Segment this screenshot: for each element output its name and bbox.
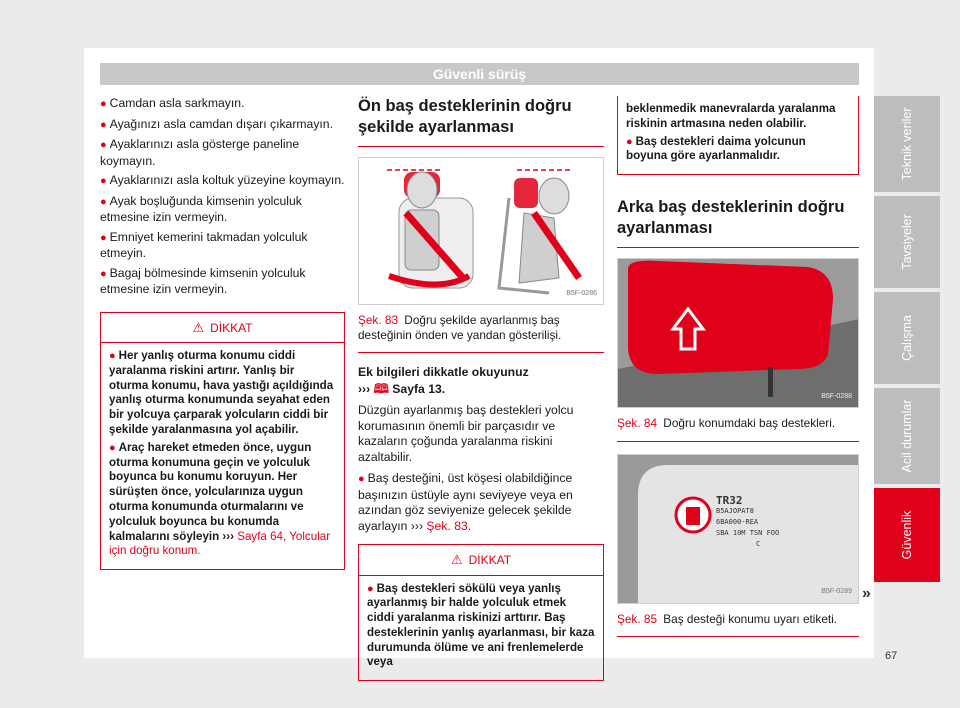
list-item: ● Ayağınızı asla camdan dışarı çıkarmayın. xyxy=(100,116,333,131)
headrest-illustration xyxy=(359,158,604,304)
warning-paragraph: ● Baş destekleri daima yolcunun boyuna göre ayarlanmalıdır. xyxy=(626,134,806,163)
tab-tavsiyeler[interactable]: Tavsiyeler xyxy=(874,196,940,288)
section-heading: Ön baş desteklerinin doğru şekilde ayarlanması xyxy=(358,96,604,147)
list-item: ● Ayaklarınızı asla gösterge paneline koymayın. xyxy=(100,137,300,168)
list-item: ● Camdan asla sarkmayın. xyxy=(100,96,245,110)
warning-paragraph: ● Araç hareket etmeden önce, uygun oturma konumuna geçin ve yolculuk boyunca bu konumu koruyun. Her sürüşten önce, yolcularınıza uygun oturma konumunda oturmalarını ve yolculuk boyunca bu konumda kalmalarını söyleyin ››› Sayfa 64, Yolcular için doğru konum. xyxy=(109,440,331,558)
book-icon: 🕮 xyxy=(373,380,389,396)
label-text: TR32 B5AJOPAT8 6BA000-REA SBA 10M TSN FOO C xyxy=(716,493,780,548)
bullet-icon: ● xyxy=(367,582,374,595)
warning-title: ⚠ DİKKAT xyxy=(101,313,344,344)
column-left xyxy=(100,96,345,570)
tab-teknik-veriler[interactable]: Teknik veriler xyxy=(874,96,940,192)
info-reference: ››› 🕮 Sayfa 13. xyxy=(358,380,446,396)
bullet-icon: ● xyxy=(626,135,633,148)
figure-rear-headrest xyxy=(617,258,859,408)
list-item: ● Ayaklarınızı asla koltuk yüzeyine koymayın. xyxy=(100,173,345,187)
tab-guvenlik[interactable]: Güvenlik xyxy=(874,488,940,582)
bullet-icon: ● xyxy=(100,231,107,244)
bullet-list xyxy=(100,96,345,298)
figure-caption: Şek. 84 Doğru konumdaki baş destekleri. xyxy=(617,408,859,442)
bullet-icon: ● xyxy=(100,118,107,131)
warning-paragraph: beklenmedik manevralarda yaralanma riskinin artmasına neden olabilir. xyxy=(626,102,836,130)
tab-acil-durumlar[interactable]: Acil durumlar xyxy=(874,388,940,484)
warning-triangle-icon: ⚠ xyxy=(192,319,205,335)
paragraph: Düzgün ayarlanmış baş destekleri yolcu korumasının önemli bir parçasıdır ve kazaların çoğunda yaralanma riskini azaltabilir. xyxy=(358,403,574,464)
bullet-icon: ● xyxy=(100,267,107,280)
bullet-icon: ● xyxy=(100,98,107,110)
cross-reference-link[interactable]: Sayfa 64, Yolcular için doğru konum. xyxy=(109,529,331,558)
figure-number: Şek. 85 xyxy=(617,611,658,626)
figure-front-headrests xyxy=(358,157,604,305)
rear-headrest-illustration xyxy=(618,259,859,407)
warning-body xyxy=(101,343,344,569)
figure-code: B5F-0286 xyxy=(566,289,597,297)
warning-paragraph: ● Baş destekleri sökülü veya yanlış ayarlanmış bir halde yolculuk etmek ciddi yaralanma riskinizi arttırır. Baş desteklerinin yanlış ayarlanması, bir kaza durumunda ölüme ve ani frenlemelerde veya xyxy=(367,581,595,669)
bullet-icon: ● xyxy=(100,195,107,208)
warning-body xyxy=(618,96,858,174)
section-heading: Arka baş desteklerinin doğru ayarlanması xyxy=(617,197,859,248)
list-item: ● Emniyet kemerini takmadan yolculuk etmeyin. xyxy=(100,229,308,260)
page-number: 67 xyxy=(885,650,898,662)
warning-box xyxy=(100,312,345,571)
bullet-icon: ● xyxy=(358,473,365,485)
bullet-icon: ● xyxy=(100,175,107,187)
info-title: Ek bilgileri dikkatle okuyunuz xyxy=(358,365,529,379)
warning-box xyxy=(358,544,604,681)
page-link[interactable]: Sayfa 13 xyxy=(392,381,442,396)
bullet-icon: ● xyxy=(100,139,107,151)
list-item: ● Baş desteğini, üst köşesi olabildiğince başınızın üstüyle aynı seviyeye veya en azından göz seviyenize gelecek şekilde ayarlayın ››› Şek. 83. xyxy=(358,471,573,533)
bullet-icon: ● xyxy=(109,441,116,454)
figure-number: Şek. 84 xyxy=(617,416,658,431)
figure-code: B5F-0289 xyxy=(821,588,852,596)
bullet-icon: ● xyxy=(109,350,116,362)
figure-link[interactable]: Şek. 83 xyxy=(423,518,468,533)
warning-box-continued xyxy=(617,96,859,175)
column-right xyxy=(617,96,859,637)
figure-warning-label xyxy=(617,454,859,604)
continued-indicator: » xyxy=(862,585,871,602)
tab-calisma[interactable]: Çalışma xyxy=(874,292,940,384)
list-item: ● Bagaj bölmesinde kimsenin yolculuk etmesine izin vermeyin. xyxy=(100,265,306,296)
page-header: Güvenli sürüş xyxy=(100,63,859,85)
warning-title: ⚠ DİKKAT xyxy=(359,545,603,576)
column-middle xyxy=(358,96,604,681)
warning-paragraph: ● Her yanlış oturma konumu ciddi yaralanma riskini artırır. Yanlış bir oturma konumu, hava yastığı açıldığında yanlış oturma konumunda seyahat eden bir yolcuya çarparak yolcuların ciddi bir şekilde yaralanmasına yol açabilir. xyxy=(109,349,334,436)
list-item: ● Ayak boşluğunda kimsenin yolculuk etmesine izin vermeyin. xyxy=(100,193,302,224)
warning-body xyxy=(359,576,603,681)
figure-caption: Şek. 83 Doğru şekilde ayarlanmış baş desteğinin önden ve yandan gösterilişi. xyxy=(358,305,604,353)
figure-code: B5F-0288 xyxy=(821,392,852,400)
figure-number: Şek. 83 xyxy=(358,313,399,327)
figure-caption: Şek. 85 Baş desteği konumu uyarı etiketi. xyxy=(617,604,859,638)
warning-triangle-icon: ⚠ xyxy=(450,552,463,567)
